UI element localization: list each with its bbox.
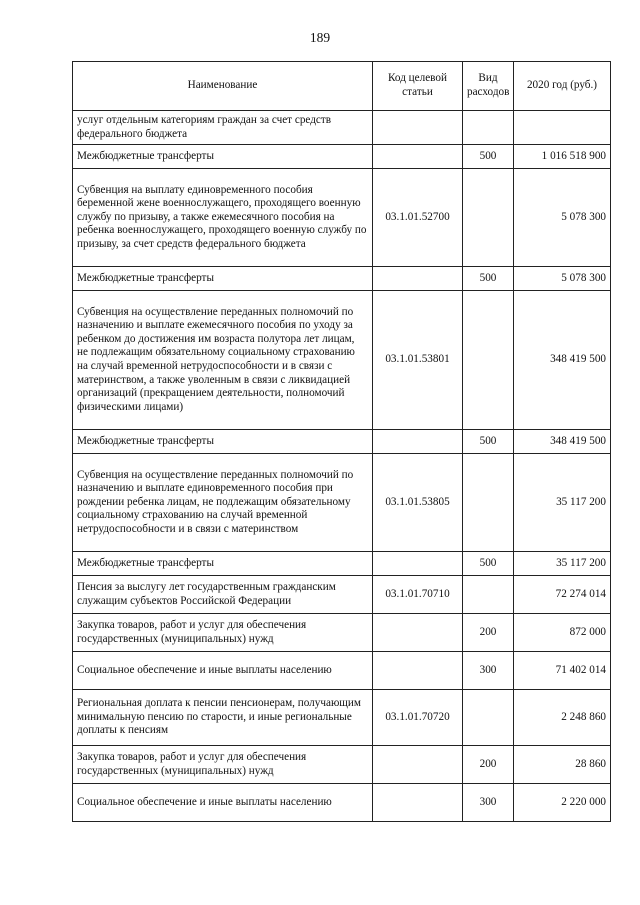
cell-expense-type: 500: [463, 430, 514, 454]
cell-name: Межбюджетные трансферты: [73, 552, 373, 576]
cell-name: услуг отдельным категориям граждан за счет средств федерального бюджета: [73, 111, 373, 145]
cell-name: Субвенция на выплату единовременного пособия беременной жене военнослужащего, проходящего военную службу по призыву, а также ежемесячного пособия на ребенка военнослужащего, проходящего военную службу по призыву, за счет средств федерального бюджета: [73, 169, 373, 267]
cell-amount: 28 860: [514, 746, 611, 784]
cell-target-code: [373, 145, 463, 169]
header-name: Наименование: [73, 62, 373, 111]
cell-target-code: [373, 267, 463, 291]
cell-target-code: 03.1.01.52700: [373, 169, 463, 267]
cell-amount: 872 000: [514, 614, 611, 652]
cell-amount: 1 016 518 900: [514, 145, 611, 169]
cell-name: Межбюджетные трансферты: [73, 267, 373, 291]
table-body: [73, 111, 611, 822]
cell-expense-type: [463, 454, 514, 552]
table-row: [73, 690, 611, 746]
cell-amount: 72 274 014: [514, 576, 611, 614]
cell-name: Субвенция на осуществление переданных полномочий по назначению и выплате ежемесячного пособия по уходу за ребенком до достижения им возраста полутора лет лицам, не подлежащим обязательному социальному страхованию на случай временной нетрудоспособности и в связи с материнством, а также уволенным в связи с ликвидацией организаций (прекращением деятельности, полномочий физическими лицами): [73, 291, 373, 430]
cell-name: Закупка товаров, работ и услуг для обеспечения государственных (муниципальных) нужд: [73, 614, 373, 652]
table-row: [73, 652, 611, 690]
cell-expense-type: 200: [463, 614, 514, 652]
cell-amount: 35 117 200: [514, 552, 611, 576]
table-row: [73, 614, 611, 652]
cell-name: Социальное обеспечение и иные выплаты населению: [73, 784, 373, 822]
table-row: [73, 111, 611, 145]
cell-amount: 35 117 200: [514, 454, 611, 552]
cell-expense-type: 300: [463, 784, 514, 822]
cell-amount: 348 419 500: [514, 291, 611, 430]
table-row: [73, 267, 611, 291]
cell-name: Субвенция на осуществление переданных полномочий по назначению и выплате единовременного пособия при рождении ребенка лицам, не подлежащим обязательному социальному страхованию на случай временной нетрудоспособности и в связи с материнством: [73, 454, 373, 552]
cell-expense-type: [463, 111, 514, 145]
table-row: [73, 576, 611, 614]
cell-amount: 348 419 500: [514, 430, 611, 454]
cell-target-code: [373, 614, 463, 652]
cell-target-code: 03.1.01.53805: [373, 454, 463, 552]
table-row: [73, 430, 611, 454]
table-row: [73, 552, 611, 576]
cell-expense-type: [463, 690, 514, 746]
cell-expense-type: 200: [463, 746, 514, 784]
cell-name: Пенсия за выслугу лет государственным гражданским служащим субъектов Российской Федерации: [73, 576, 373, 614]
cell-amount: [514, 111, 611, 145]
cell-amount: 2 248 860: [514, 690, 611, 746]
cell-target-code: [373, 430, 463, 454]
cell-name: Межбюджетные трансферты: [73, 145, 373, 169]
cell-amount: 2 220 000: [514, 784, 611, 822]
cell-target-code: [373, 746, 463, 784]
cell-amount: 5 078 300: [514, 267, 611, 291]
cell-expense-type: [463, 576, 514, 614]
table-row: [73, 454, 611, 552]
header-code: Код целевой статьи: [373, 62, 463, 111]
table-row: [73, 784, 611, 822]
table-header-row: [73, 62, 611, 111]
budget-table: [72, 61, 611, 822]
table-row: [73, 145, 611, 169]
cell-target-code: 03.1.01.70710: [373, 576, 463, 614]
cell-amount: 5 078 300: [514, 169, 611, 267]
cell-target-code: [373, 552, 463, 576]
cell-expense-type: 500: [463, 552, 514, 576]
cell-expense-type: 500: [463, 145, 514, 169]
cell-name: Межбюджетные трансферты: [73, 430, 373, 454]
cell-amount: 71 402 014: [514, 652, 611, 690]
header-amount-2020: 2020 год (руб.): [514, 62, 611, 111]
cell-target-code: 03.1.01.53801: [373, 291, 463, 430]
header-expense-type: Вид расходов: [463, 62, 514, 111]
cell-target-code: 03.1.01.70720: [373, 690, 463, 746]
cell-target-code: [373, 652, 463, 690]
cell-name: Социальное обеспечение и иные выплаты населению: [73, 652, 373, 690]
page-number: 189: [309, 30, 331, 45]
cell-target-code: [373, 784, 463, 822]
cell-expense-type: [463, 169, 514, 267]
table-row: [73, 746, 611, 784]
cell-name: Закупка товаров, работ и услуг для обеспечения государственных (муниципальных) нужд: [73, 746, 373, 784]
cell-target-code: [373, 111, 463, 145]
cell-expense-type: 500: [463, 267, 514, 291]
table-row: [73, 169, 611, 267]
cell-expense-type: 300: [463, 652, 514, 690]
table-row: [73, 291, 611, 430]
cell-name: Региональная доплата к пенсии пенсионерам, получающим минимальную пенсию по старости, и иные региональные доплаты к пенсиям: [73, 690, 373, 746]
cell-expense-type: [463, 291, 514, 430]
